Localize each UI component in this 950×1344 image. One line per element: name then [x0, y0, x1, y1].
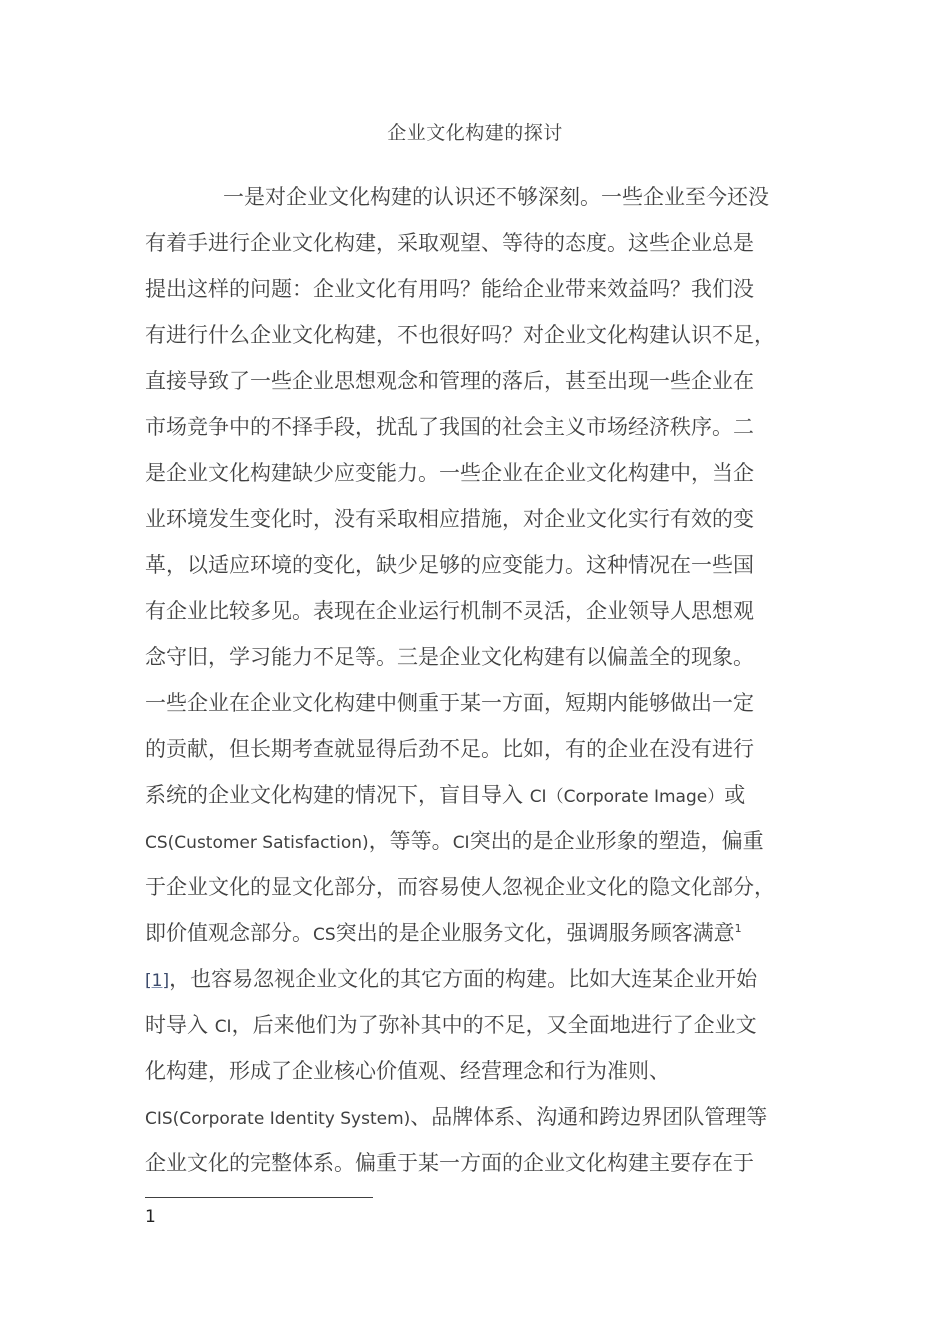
text-span: ，也容易忽视企业文化的其它方面的构建。比如大连某企业开始 [169, 967, 758, 991]
text-span: 突出的是企业服务文化，强调服务顾客满意 [335, 921, 735, 945]
latin-term: CI [452, 833, 470, 853]
latin-term: CI（Corporate Image） [529, 787, 725, 807]
text-line: 有企业比较多见。表现在企业运行机制不灵活，企业领导人思想观 [145, 599, 754, 623]
footnote-reference[interactable]: 1 [734, 922, 742, 935]
text-line: 有着手进行企业文化构建，采取观望、等待的态度。这些企业总是 [145, 231, 754, 255]
latin-term: CI [214, 1017, 232, 1037]
body-paragraph [145, 180, 805, 1192]
text-line: 有进行什么企业文化构建，不也很好吗？对企业文化构建认识不足， [145, 323, 775, 347]
text-span: 突出的是企业形象的塑造，偏重 [469, 829, 764, 853]
text-line [145, 1008, 805, 1054]
text-line: 革，以适应环境的变化，缺少足够的应变能力。这种情况在一些国 [145, 553, 754, 577]
citation-link[interactable]: [1] [145, 971, 170, 991]
text-line: 直接导致了一些企业思想观念和管理的落后，甚至出现一些企业在 [145, 369, 754, 393]
latin-term: CS [313, 925, 336, 945]
text-span: 系统的企业文化构建的情况下，盲目导入 [145, 783, 530, 807]
text-line: 是企业文化构建缺少应变能力。一些企业在企业文化构建中，当企 [145, 461, 754, 485]
text-span: 时导入 [145, 1013, 215, 1037]
text-line [145, 916, 805, 962]
text-line: 一些企业在企业文化构建中侧重于某一方面，短期内能够做出一定 [145, 691, 754, 715]
document-title: 企业文化构建的探讨 [387, 122, 563, 144]
text-line [145, 778, 805, 824]
text-line: 市场竞争中的不择手段，扰乱了我国的社会主义市场经济秩序。二 [145, 415, 754, 439]
text-span: 或 [724, 783, 746, 807]
text-line: 业环境发生变化时，没有采取相应措施，对企业文化实行有效的变 [145, 507, 754, 531]
latin-term: CS(Customer Satisfaction) [145, 833, 369, 853]
text-line: 化构建，形成了企业核心价值观、经营理念和行为准则、 [145, 1059, 670, 1083]
text-span: ，后来他们为了弥补其中的不足，又全面地进行了企业文 [231, 1013, 757, 1037]
text-line [145, 962, 805, 1008]
text-span: ，等等。 [368, 829, 453, 853]
footnote-number: 1 [145, 1207, 156, 1227]
text-span: 、品牌体系、沟通和跨边界团队管理等 [410, 1105, 768, 1129]
text-line [145, 1100, 805, 1146]
footnote-separator [145, 1197, 373, 1198]
text-line: 的贡献，但长期考查就显得后劲不足。比如，有的企业在没有进行 [145, 737, 754, 761]
text-span: 即价值观念部分。 [145, 921, 313, 945]
text-line: 于企业文化的显文化部分，而容易使人忽视企业文化的隐文化部分， [145, 875, 775, 899]
text-line [145, 824, 805, 870]
text-line: 念守旧，学习能力不足等。三是企业文化构建有以偏盖全的现象。 [145, 645, 754, 669]
latin-term: CIS(Corporate Identity System) [145, 1109, 411, 1129]
text-line: 提出这样的问题：企业文化有用吗？能给企业带来效益吗？我们没 [145, 277, 754, 301]
text-line: 一是对企业文化构建的认识还不够深刻。一些企业至今还没 [223, 185, 769, 209]
text-line: 企业文化的完整体系。偏重于某一方面的企业文化构建主要存在于 [145, 1151, 754, 1175]
